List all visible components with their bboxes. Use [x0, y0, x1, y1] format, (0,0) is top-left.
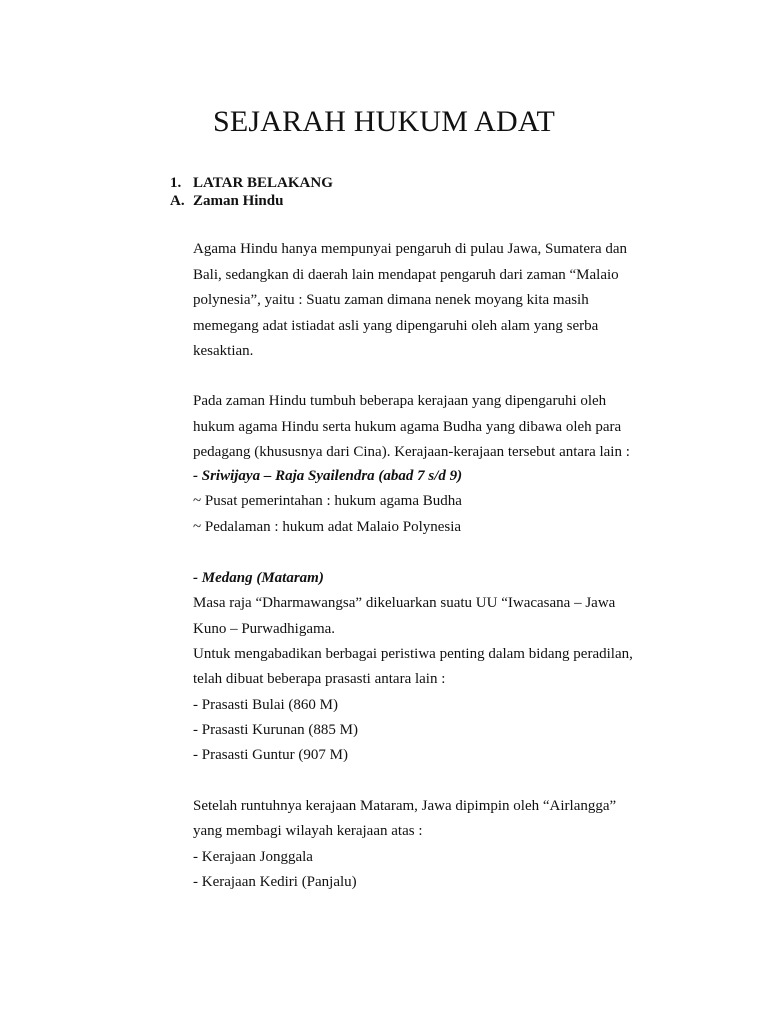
paragraph-line: Setelah runtuhnya kerajaan Mataram, Jawa dipimpin oleh “Airlangga” [193, 798, 617, 814]
subsection-letter: A. [170, 193, 185, 209]
list-item: ~ Pedalaman : hukum adat Malaio Polynesia [193, 519, 462, 535]
kingdom-heading-medang: - Medang (Mataram) [193, 570, 324, 586]
paragraph-line: pedagang (khususnya dari Cina). Kerajaan-kerajaan tersebut antara lain : [193, 444, 630, 460]
section-number: 1. [170, 175, 182, 191]
document-title: SEJARAH HUKUM ADAT [213, 105, 555, 138]
section-heading-latar-belakang [170, 174, 333, 192]
section-label: LATAR BELAKANG [193, 175, 333, 191]
paragraph-line: yang membagi wilayah kerajaan atas : [193, 823, 423, 839]
paragraph-line: telah dibuat beberapa prasasti antara lain : [193, 671, 446, 687]
paragraph-line: Bali, sedangkan di daerah lain mendapat pengaruh dari zaman “Malaio [193, 267, 619, 283]
kingdom-heading-sriwijaya: - Sriwijaya – Raja Syailendra (abad 7 s/d 9) [193, 468, 463, 484]
paragraph-line: Pada zaman Hindu tumbuh beberapa kerajaan yang dipengaruhi oleh [193, 393, 607, 409]
paragraph-line: polynesia”, yaitu : Suatu zaman dimana nenek moyang kita masih [193, 292, 589, 308]
list-item: ~ Pusat pemerintahan : hukum agama Budha [193, 493, 462, 509]
paragraph-line: Agama Hindu hanya mempunyai pengaruh di pulau Jawa, Sumatera dan [193, 241, 628, 257]
list-item: - Kerajaan Kediri (Panjalu) [193, 874, 357, 890]
list-item: - Kerajaan Jonggala [193, 849, 313, 865]
paragraph-line: Untuk mengabadikan berbagai peristiwa penting dalam bidang peradilan, [193, 646, 633, 662]
subsection-heading-zaman-hindu [170, 192, 283, 210]
subsection-label: Zaman Hindu [193, 193, 284, 209]
paragraph-line: memegang adat istiadat asli yang dipengaruhi oleh alam yang serba [193, 318, 599, 334]
list-item: - Prasasti Guntur (907 M) [193, 747, 348, 763]
list-item: - Prasasti Kurunan (885 M) [193, 722, 358, 738]
paragraph-line: Kuno – Purwadhigama. [193, 621, 336, 637]
list-item: - Prasasti Bulai (860 M) [193, 697, 338, 713]
paragraph-line: kesaktian. [193, 343, 254, 359]
paragraph-line: hukum agama Hindu serta hukum agama Budha yang dibawa oleh para [193, 419, 622, 435]
paragraph-line: Masa raja “Dharmawangsa” dikeluarkan suatu UU “Iwacasana – Jawa [193, 595, 616, 611]
